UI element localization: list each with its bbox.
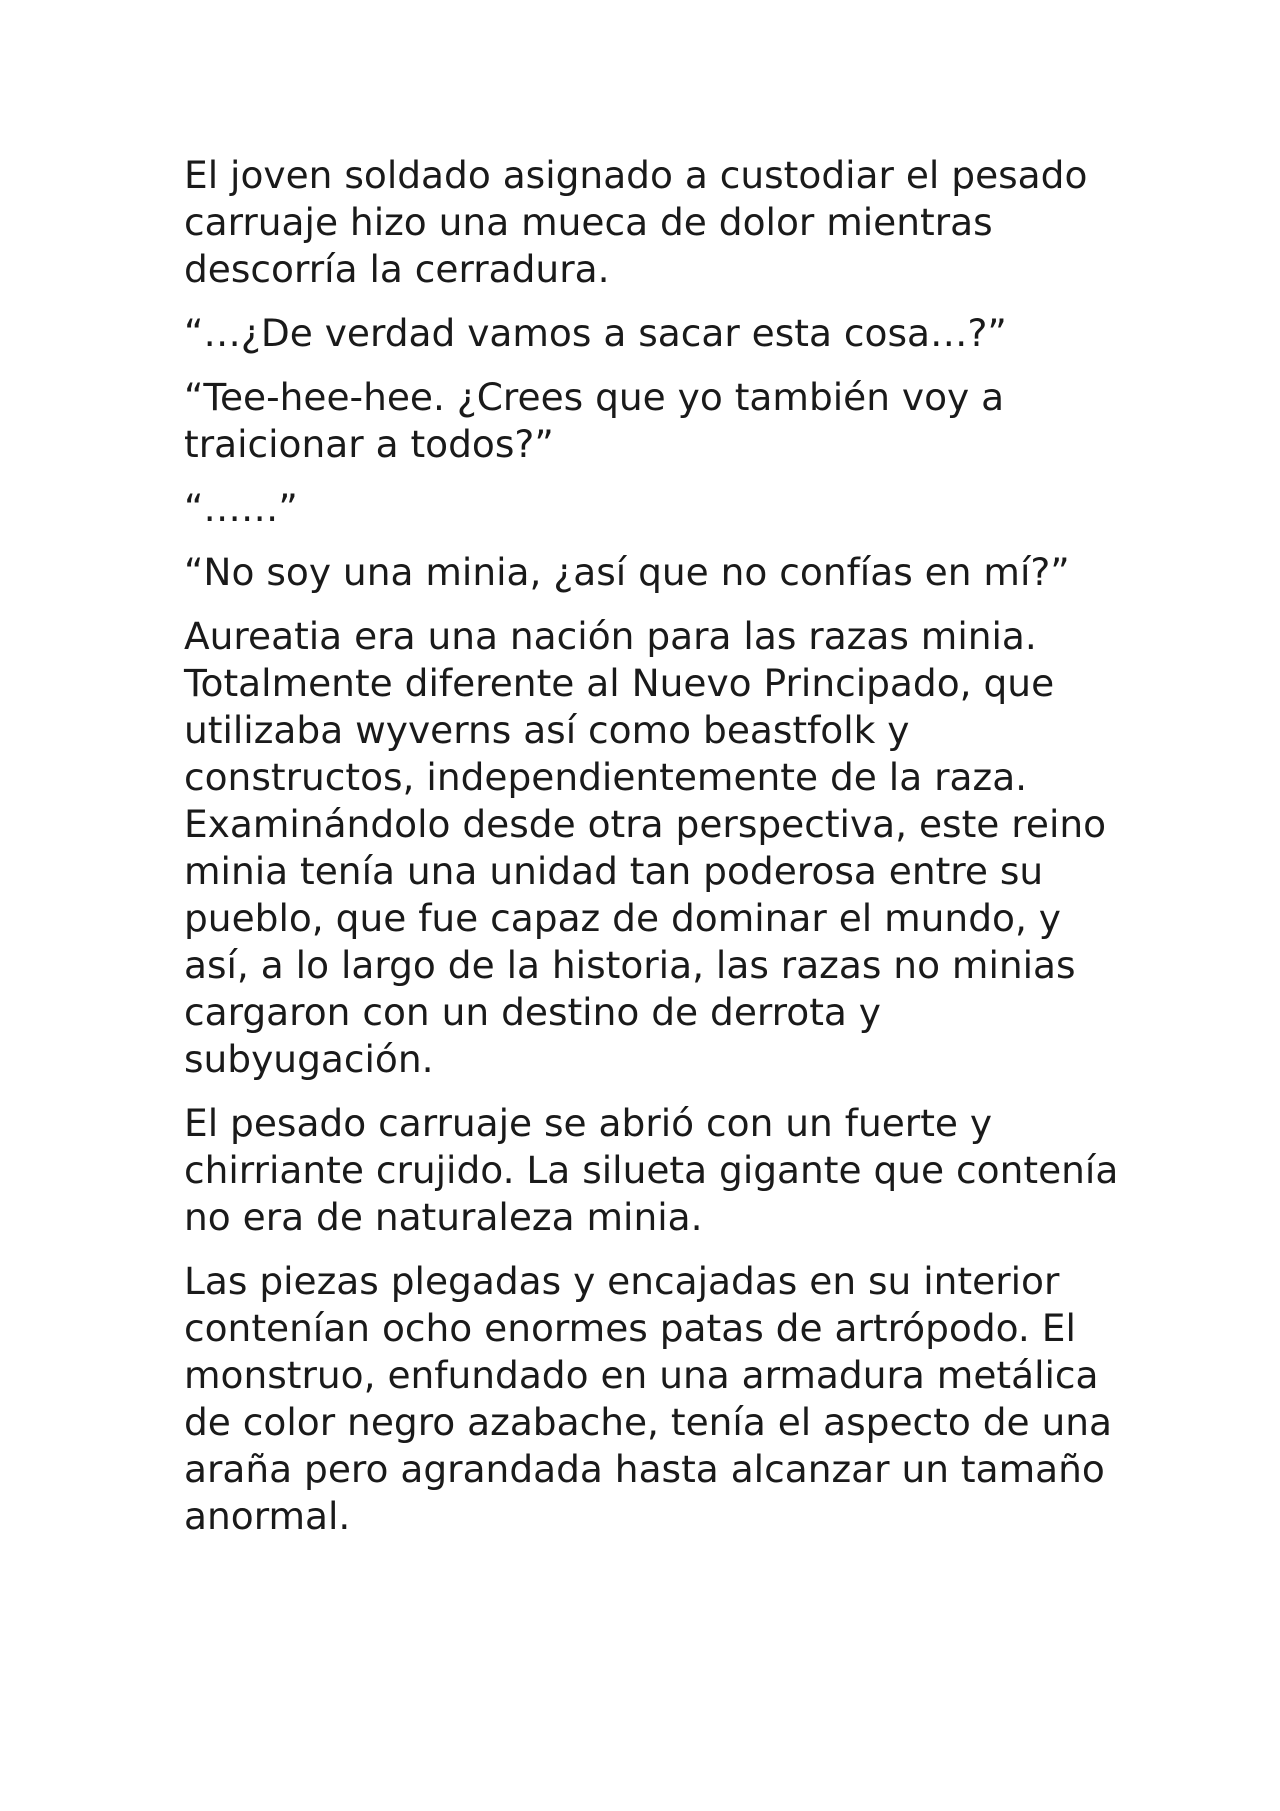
paragraph-5: “No soy una minia, ¿así que no confías en mí?”: [184, 550, 1070, 594]
paragraph-3: “Tee-hee-hee. ¿Crees que yo también voy a traicionar a todos?”: [184, 375, 1005, 466]
paragraph-6: Aureatia era una nación para las razas minia. Totalmente diferente al Nuevo Principado, que utilizaba wyverns así como beastfolk y constructos, independientemente de la raza. Examinándolo desde otra perspectiva, este reino minia tenía una unidad tan poderosa entre su pueblo, que fue capaz de dominar el mundo, y así, a lo largo de la historia, las razas no minias cargaron con un destino de derrota y subyugación.: [184, 614, 1107, 1081]
paragraph-8: Las piezas plegadas y encajadas en su interior contenían ocho enormes patas de artrópodo. El monstruo, enfundado en una armadura metálica de color negro azabache, tenía el aspecto de una araña pero agrandada hasta alcanzar un tamaño anormal.: [184, 1259, 1113, 1538]
paragraph-4: “……”: [184, 486, 298, 530]
paragraph-2: “…¿De verdad vamos a sacar esta cosa…?”: [184, 311, 1007, 355]
paragraph-1: El joven soldado asignado a custodiar el pesado carruaje hizo una mueca de dolor mientras descorría la cerradura.: [184, 153, 1088, 291]
text-column: [184, 152, 1124, 1557]
paragraph-7: El pesado carruaje se abrió con un fuerte y chirriante crujido. La silueta gigante que contenía no era de naturaleza minia.: [184, 1101, 1119, 1239]
